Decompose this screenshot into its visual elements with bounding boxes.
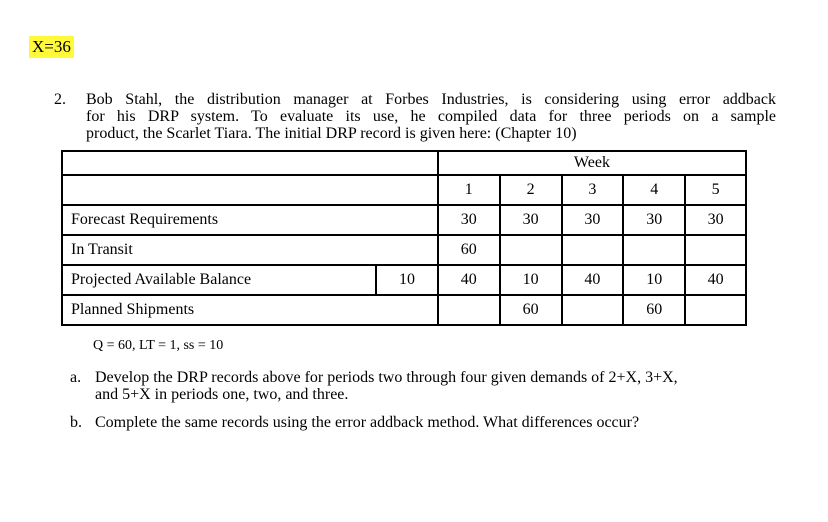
- table-cell: [500, 235, 562, 265]
- row-label: Forecast Requirements: [62, 205, 438, 235]
- table-cell: 10: [500, 265, 562, 295]
- week-number-row: [62, 175, 746, 205]
- week-number: 2: [500, 175, 562, 205]
- week-header-row: [62, 151, 746, 175]
- table-cell: [562, 295, 624, 325]
- item-a-line-2: and 5+X in periods one, two, and three.: [95, 386, 349, 403]
- table-cell: 60: [438, 235, 500, 265]
- item-b-text: Complete the same records using the error addback method. What differences occur?: [95, 414, 640, 431]
- table-row-in-transit: [62, 235, 746, 265]
- week-number: 1: [438, 175, 500, 205]
- table-cell: [438, 295, 500, 325]
- table-cell: [685, 235, 746, 265]
- table-cell: 40: [685, 265, 746, 295]
- week-number: 4: [623, 175, 685, 205]
- table-cell: 60: [500, 295, 562, 325]
- starting-balance-cell: 10: [376, 265, 438, 295]
- problem-line-3: product, the Scarlet Tiara. The initial DRP record is given here: (Chapter 10): [86, 125, 577, 142]
- parameters-line: Q = 60, LT = 1, ss = 10: [93, 338, 224, 353]
- table-cell: 30: [623, 205, 685, 235]
- table-cell: 60: [623, 295, 685, 325]
- problem-number: 2.: [54, 91, 66, 108]
- table-cell: 30: [562, 205, 624, 235]
- table-cell: 40: [438, 265, 500, 295]
- table-row-forecast: [62, 205, 746, 235]
- x-value-highlight: X=36: [29, 36, 74, 58]
- table-row-projected-balance: [62, 265, 746, 295]
- table-cell: 30: [685, 205, 746, 235]
- item-b-letter: b.: [70, 414, 82, 431]
- week-number: 3: [562, 175, 624, 205]
- table-cell: 40: [562, 265, 624, 295]
- item-a-line-1: Develop the DRP records above for periods two through four given demands of 2+X, 3+X,: [95, 369, 678, 386]
- problem-statement: [86, 91, 776, 142]
- table-cell: 30: [438, 205, 500, 235]
- table-cell: [562, 235, 624, 265]
- row-label: In Transit: [62, 235, 438, 265]
- problem-line-1: Bob Stahl, the distribution manager at Forbes Industries, is considering using error addback: [86, 91, 776, 108]
- table-cell: [685, 295, 746, 325]
- week-number: 5: [685, 175, 746, 205]
- table-row-planned-shipments: [62, 295, 746, 325]
- problem-line-2: for his DRP system. To evaluate its use, he compiled data for three periods on a sample: [86, 108, 776, 125]
- row-label: Projected Available Balance: [62, 265, 376, 295]
- table-cell: 10: [623, 265, 685, 295]
- item-a-letter: a.: [70, 369, 82, 386]
- table-cell: [623, 235, 685, 265]
- drp-record-table: [61, 150, 747, 326]
- row-label: Planned Shipments: [62, 295, 438, 325]
- week-header: Week: [438, 151, 746, 175]
- table-cell: 30: [500, 205, 562, 235]
- item-a-text: [95, 369, 775, 403]
